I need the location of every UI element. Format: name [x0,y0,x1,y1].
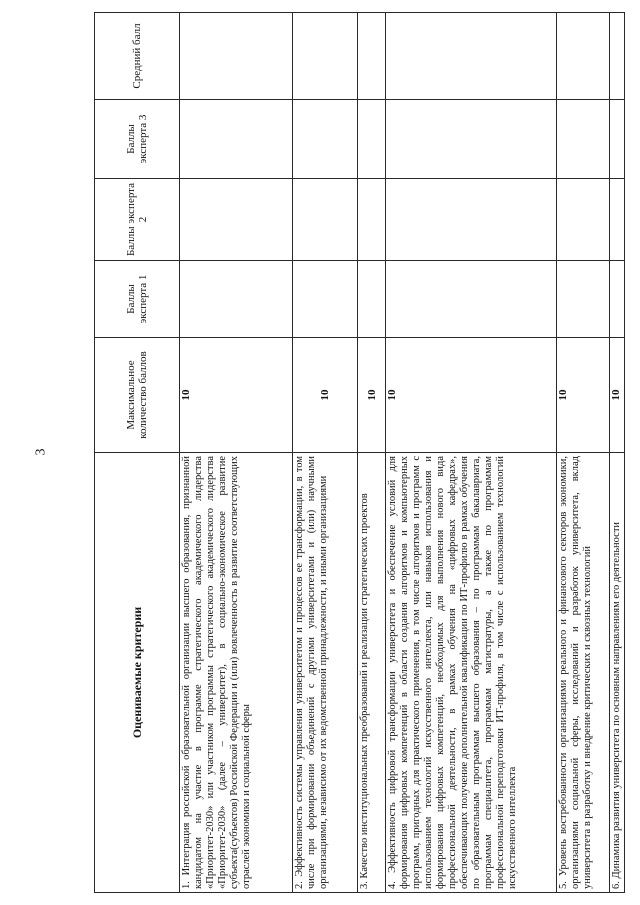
max-points: 10 [386,338,557,453]
expert-2-cell [610,179,625,261]
header-expert-3: Баллы эксперта 3 [95,100,180,179]
table-row [557,13,610,893]
average-cell [180,13,293,100]
average-cell [386,13,557,100]
max-points: 10 [180,338,293,453]
criterion-text: 4. Эффективность цифровой трансформации университета и обеспечение условий для формирования цифровых компетенций в области создания алгоритмов и компьютерных программ, пригодных для практического применения, в том числе алгоритмов и программ с использованием технологий искусственного интеллекта, или навыков использования и формирования цифровых компетенций, необходимых для выполнения нового вида профессиональной деятельности, в рамках обучения на «цифровых кафедрах», обеспечивающих получение дополнительной квалификации по ИТ-профилю в рамках обучения по образовательным программам высшего образования – по программам бакалавриата, программам специалитета, программам магистратуры, а также по программам профессиональной переподготовки ИТ-профиля, в том числе с использованием технологий искусственного интеллекта [386,453,557,893]
header-max-points: Максимальное количество баллов [95,338,180,453]
expert-3-cell [293,100,358,179]
expert-2-cell [293,179,358,261]
expert-2-cell [358,179,386,261]
criterion-text: 3. Качество институциональных преобразований и реализации стратегических проектов [358,453,386,893]
expert-1-cell [358,261,386,338]
expert-1-cell [386,261,557,338]
criterion-text: 2. Эффективность системы управления университетом и процессов ее трансформации, в том числе при формировании объединений с другими университетами и (или) научными организациями, независимо от их ведомственной принадлежности, и иными организациями [293,453,358,893]
table-row [386,13,557,893]
expert-2-cell [180,179,293,261]
rotated-table-wrapper [94,13,622,893]
expert-1-cell [180,261,293,338]
max-points: 10 [358,338,386,453]
page-number: 3 [33,448,49,456]
header-expert-2: Баллы эксперта 2 [95,179,180,261]
header-expert-1: Баллы эксперта 1 [95,261,180,338]
expert-3-cell [358,100,386,179]
header-criteria: Оцениваемые критерии [95,453,180,893]
criterion-text: 6. Динамика развития университета по основным направлениям его деятельности [610,453,625,893]
expert-2-cell [557,179,610,261]
expert-3-cell [557,100,610,179]
header-average: Средний балл [95,13,180,100]
max-points: 10 [610,338,625,453]
criterion-text: 1. Интеграция российской образовательной организации высшего образования, признанной кандидатом на участие в программе стратегического академического лидерства «Приоритет-2030» или участником программы стратегического академического лидерства «Приоритет-2030» (далее – университет), в социально-экономическое развитие субъекта(субъектов) Российской Федерации и (или) вовлеченность в развитие соответствующих отраслей экономики и социальной сферы [180,453,293,893]
max-points: 10 [293,338,358,453]
expert-1-cell [610,261,625,338]
average-cell [358,13,386,100]
max-points: 10 [557,338,610,453]
expert-1-cell [557,261,610,338]
expert-3-cell [386,100,557,179]
table-row [610,13,625,893]
expert-2-cell [386,179,557,261]
table-row [180,13,293,893]
table-row [358,13,386,893]
evaluation-criteria-table [94,12,625,893]
header-row [95,13,180,893]
average-cell [557,13,610,100]
average-cell [610,13,625,100]
table-row [293,13,358,893]
expert-1-cell [293,261,358,338]
average-cell [293,13,358,100]
criterion-text: 5. Уровень востребованности организациями реального и финансового секторов экономики, организациями социальной сферы, исследований и разработок университета, вклад университета в разработку и внедрение критических и сквозных технологий [557,453,610,893]
expert-3-cell [180,100,293,179]
expert-3-cell [610,100,625,179]
